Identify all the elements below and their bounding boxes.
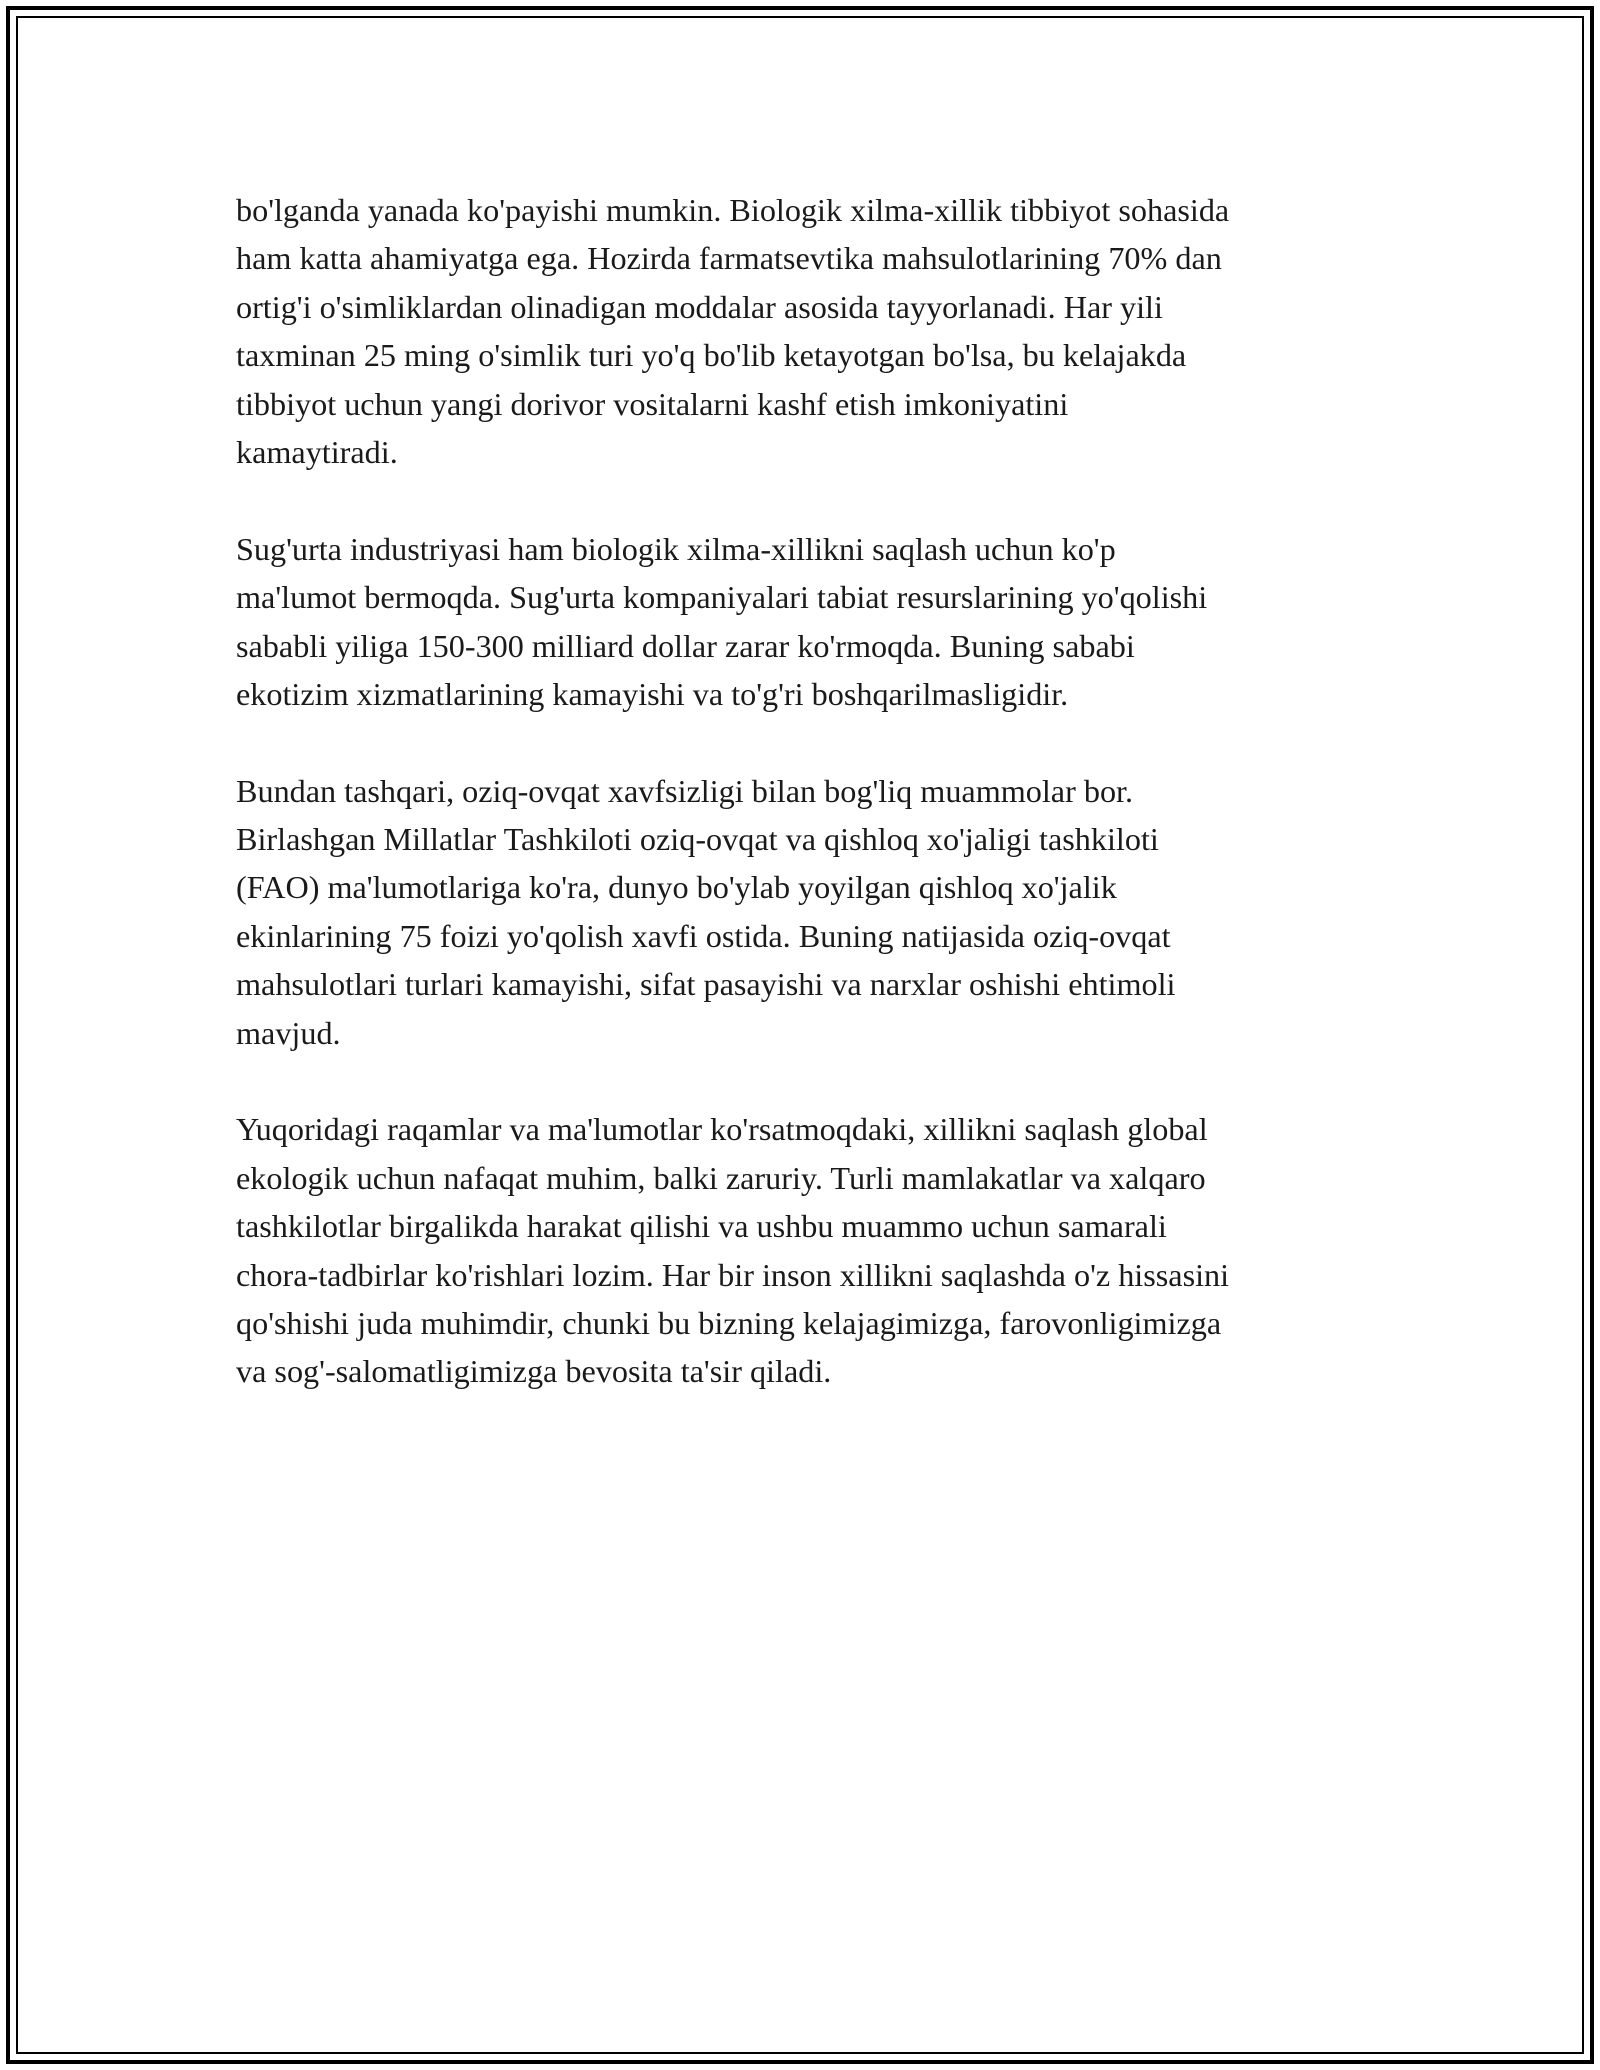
text-line: chora-tadbirlar ko'rishlari lozim. Har bir inson xillikni saqlashda o'z hissasini bbox=[236, 1256, 1230, 1293]
text-line: qo'shishi juda muhimdir, chunki bu bizning kelajagimizga, farovonligimizga bbox=[236, 1304, 1222, 1341]
paragraph-food-security bbox=[236, 767, 1400, 1057]
text-line: ekinlarining 75 foizi yo'qolish xavfi ostida. Buning natijasida oziq-ovqat bbox=[236, 917, 1171, 954]
text-line: ekotizim xizmatlarining kamayishi va to'g'ri boshqarilmasligidir. bbox=[236, 675, 1069, 712]
text-line: taxminan 25 ming o'simlik turi yo'q bo'lib ketayotgan bo'lsa, bu kelajakda bbox=[236, 337, 1187, 374]
text-line: Sug'urta industriyasi ham biologik xilma-xillikni saqlash uchun ko'p bbox=[236, 530, 1116, 567]
text-line: sababli yiliga 150-300 milliard dollar zarar ko'rmoqda. Buning sababi bbox=[236, 627, 1135, 664]
text-line: mahsulotlari turlari kamayishi, sifat pasayishi va narxlar oshishi ehtimoli bbox=[236, 966, 1176, 1003]
text-line: Bundan tashqari, oziq-ovqat xavfsizligi bilan bog'liq muammolar bor. bbox=[236, 772, 1134, 809]
text-line: va sog'-salomatligimizga bevosita ta'sir qiladi. bbox=[236, 1353, 832, 1390]
text-line: ma'lumot bermoqda. Sug'urta kompaniyalari tabiat resurslarining yo'qolishi bbox=[236, 579, 1208, 616]
text-line: Yuqoridagi raqamlar va ma'lumotlar ko'rsatmoqdaki, xillikni saqlash global bbox=[236, 1111, 1208, 1148]
text-line: mavjud. bbox=[236, 1014, 341, 1051]
paragraph-insurance-industry bbox=[236, 525, 1400, 719]
paragraph-conclusion bbox=[236, 1105, 1400, 1395]
text-line: bo'lganda yanada ko'payishi mumkin. Biologik xilma-xillik tibbiyot sohasida bbox=[236, 192, 1230, 228]
text-line: tashkilotlar birgalikda harakat qilishi va ushbu muammo uchun samarali bbox=[236, 1208, 1167, 1245]
text-line: ham katta ahamiyatga ega. Hozirda farmatsevtika mahsulotlarining 70% dan bbox=[236, 240, 1222, 277]
text-line: Birlashgan Millatlar Tashkiloti oziq-ovqat va qishloq xo'jaligi tashkiloti bbox=[236, 821, 1159, 858]
paragraph-biodiversity-medicine bbox=[236, 186, 1400, 476]
text-line: (FAO) ma'lumotlariga ko'ra, dunyo bo'ylab yoyilgan qishloq xo'jalik bbox=[236, 869, 1117, 906]
text-line: tibbiyot uchun yangi dorivor vositalarni kashf etish imkoniyatini bbox=[236, 385, 1069, 422]
text-line: ekologik uchun nafaqat muhim, balki zaruriy. Turli mamlakatlar va xalqaro bbox=[236, 1159, 1206, 1196]
text-line: ortig'i o'simliklardan olinadigan moddalar asosida tayyorlanadi. Har yili bbox=[236, 288, 1163, 325]
text-line: kamaytiradi. bbox=[236, 433, 398, 470]
document-body bbox=[236, 186, 1400, 1396]
